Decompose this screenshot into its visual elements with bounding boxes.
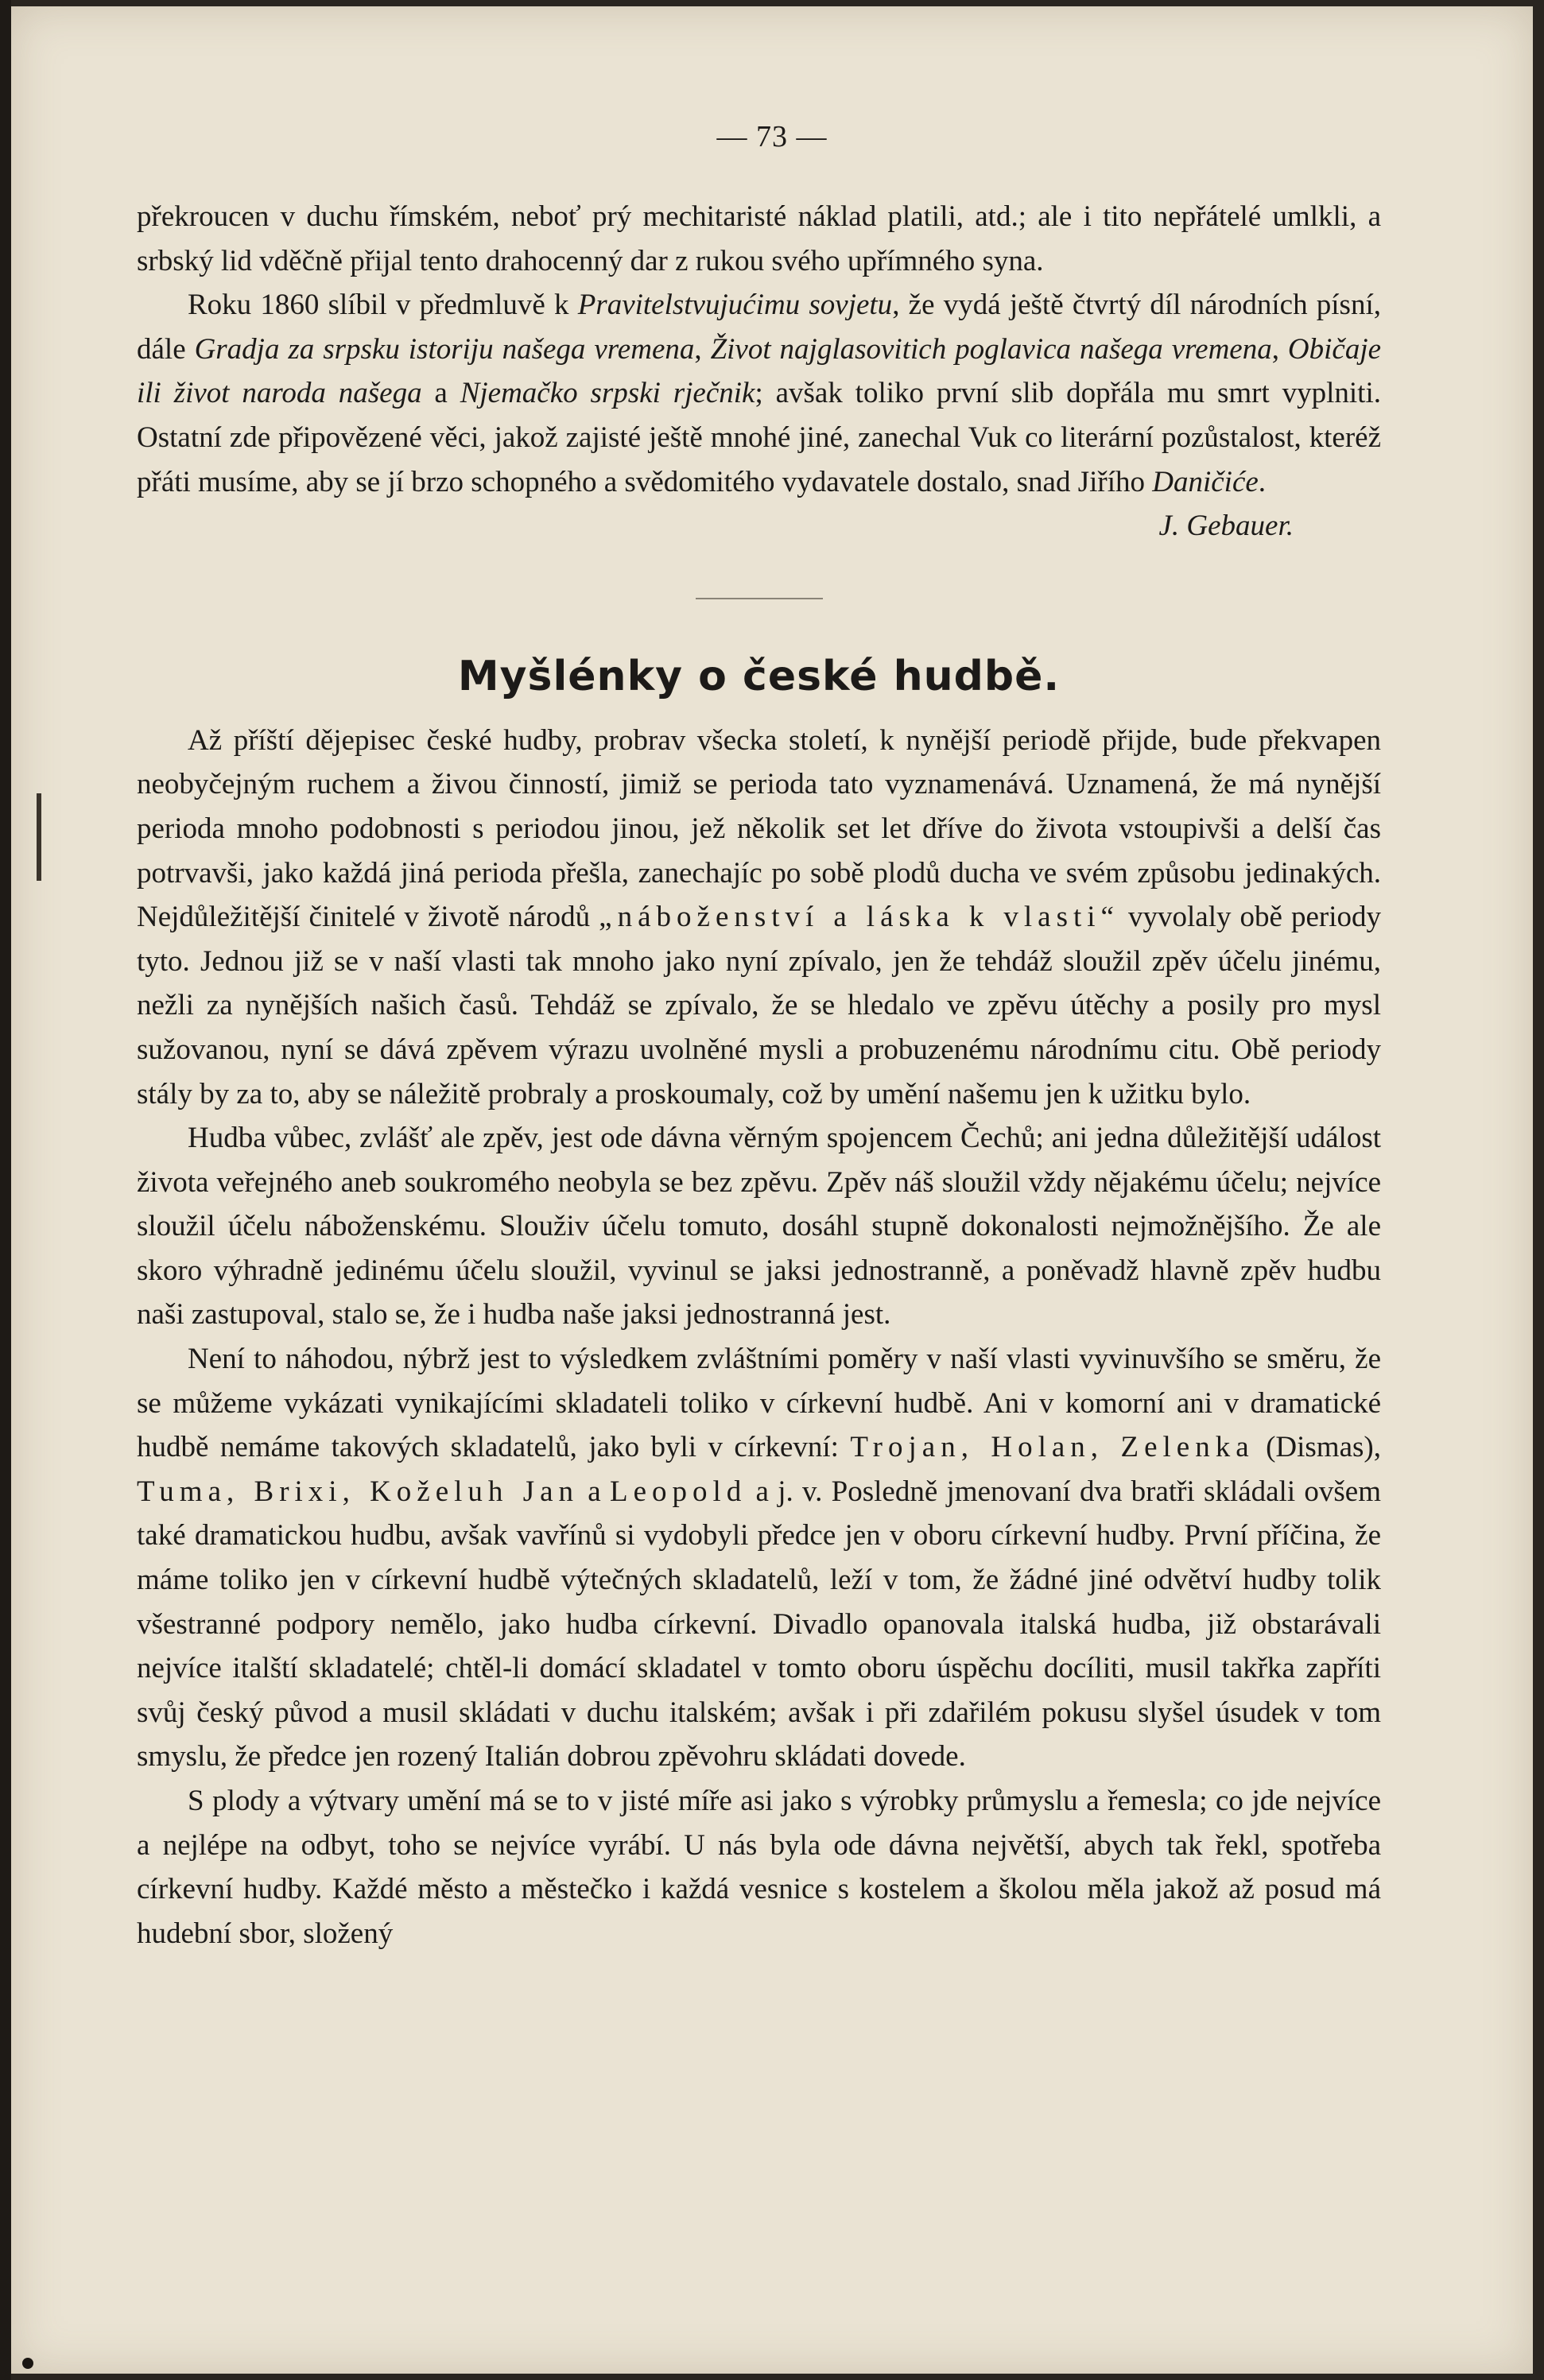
paragraph-3: [137, 1337, 1381, 1779]
margin-mark: [37, 793, 41, 881]
spaced-phrase: „náboženství a láska k vlasti“: [599, 901, 1119, 934]
text-run: Roku 1860 slíbil v předmluvě k: [188, 289, 578, 322]
section-divider: [696, 598, 823, 599]
italic-title: Život najglasovitich poglavica našega vremena: [710, 332, 1272, 366]
intro-paragraph: překroucen v duchu římském, neboť prý mechitaristé náklad platili, atd.; ale i tito nepřátelé umlkli, a srbský lid vděčně přijal tento drahocenný dar z rukou svého upřímného syna.: [137, 200, 1381, 277]
italic-title: Pravitelstvujućimu sovjetu: [577, 289, 893, 322]
italic-title: Njemačko srpski rječnik: [460, 377, 755, 410]
text-run: .: [1258, 465, 1267, 498]
text-run: vyvolaly obě periody tyto. Jednou již se v naší vlasti tak mnoho jako nyní zpívalo, jen že tehdáž sloužil zpěv účelu jinému, nežli za nynějších našich časů. Tehdáž se zpívalo, že se hledalo ve zpěvu útěchy a posily pro mysl sužovanou, nyní se dává zpěvem výrazu uvolněné mysli a probuzenému národnímu citu. Obě periody stály by za to, aby se náležitě probraly a proskoumaly, což by umění našemu jen k užitku bylo.: [137, 901, 1381, 1111]
italic-title: Običaje ili život naroda našega: [137, 332, 1382, 410]
paragraph-vuk-plans: [137, 283, 1381, 504]
paragraph-4: S plody a výtvary umění má se to v jisté míře asi jako s výrobky průmyslu a řemesla; co jde nejvíce a nejlépe na odbyt, toho se nejvíce vyrábí. U nás byla ode dávna největší, abych tak řekl, spotřeba církevní hudby. Každé město a městečko i každá vesnice s kostelem a školou měla jakož až posud má hudební sbor, složený: [137, 1785, 1381, 1950]
spaced-names: Tuma, Brixi, Koželuh Jan: [137, 1475, 580, 1508]
page-number: — 73 —: [716, 120, 828, 153]
text-run: ; avšak toliko první slib dopřála mu smrt vyplniti. Ostatní zde připovězené věci, jakož zajisté ještě mnohé jiné, zanechal Vuk co literární pozůstalost, kteréž přáti musíme, aby se jí brzo schopného a svědomitého vydavatele dostalo, snad Jiřího: [137, 377, 1381, 498]
text-run: Až příští dějepisec české hudby, probrav všecka století, k nynější periodě přijde, bude překvapen neobyčejným ruchem a živou činností, jimiž se perioda tato vyznamenává. Uznamená, že má nynější perioda mnoho podobnosti s periodou jinou, jež několik set let dříve do života vstoupivši a delší čas potrvavši, jako každá jiná perioda přešla, zanechajíc po sobě plodů ducha ve svém způsobu jedinakých. Nejdůležitější činitelé v životě národů: [137, 723, 1381, 934]
spaced-names: Leopold: [609, 1475, 747, 1508]
text-run: ,: [694, 332, 711, 366]
text-run: (Dismas),: [1254, 1431, 1381, 1464]
text-column: [137, 103, 1381, 1956]
paragraph-2: Hudba vůbec, zvlášť ale zpěv, jest ode dávna věrným spojencem Čechů; ani jedna důležitější událost života veřejného aneb soukromého neobyla se bez zpěvu. Zpěv náš sloužil vždy nějakému účelu; nejvíce sloužil účelu náboženskému. Slouživ účelu tomuto, dosáhl stupně dokonalosti nejmožnějšího. Že ale skoro výhradně jedinému účelu sloužil, vyvinul se jaksi jednostranně, a poněvadž hlavně zpěv hudbu naši zastupoval, stalo se, že i hudba naše jaksi jednostranná jest.: [137, 1122, 1381, 1331]
text-run: , že vydá ještě čtvrtý díl národních písní, dále: [137, 289, 1381, 366]
text-run: a: [579, 1475, 610, 1508]
italic-name: Daničiće: [1152, 465, 1259, 498]
spaced-names: Trojan, Holan, Zelenka: [850, 1431, 1255, 1464]
author-signature: J. Gebauer.: [1158, 510, 1294, 543]
margin-dot: [22, 2358, 33, 2369]
text-run: a: [421, 377, 460, 410]
text-run: ,: [1271, 332, 1288, 366]
text-run: a j. v. Posledně jmenovaní dva bratři skládali ovšem také dramatickou hudbu, avšak vavřínů si vydobyli předce jen v oboru církevní hudby. První příčina, že máme toliko jen v církevní hudbě výtečných skladatelů, leží v tom, že žádné jiné odvětví hudby tolik všestranné podpory nemělo, jako hudba církevní. Divadlo opanovala italská hudba, již obstarávali nejvíce italští skladatelé; chtěl-li domácí skladatel v tomto oboru úspěchu docíliti, musil takřka zapříti svůj český původ a musil skládati v duchu italském; avšak i při zdařilém pokusu slyšel úsudek v tom smyslu, že předce jen rozený Italián dobrou zpěvohru skládati dovede.: [137, 1475, 1381, 1773]
scan-left-edge: [0, 0, 11, 2380]
article-title: Myšlénky o české hudbě.: [457, 652, 1061, 700]
italic-title: Gradja za srpsku istoriju našega vremena: [194, 332, 695, 366]
paragraph-1: [137, 719, 1381, 1116]
signature-line: [137, 504, 1381, 548]
text-run: Není to náhodou, nýbrž jest to výsledkem zvláštními poměry v naší vlasti vyvinuvšího se směru, že se můžeme vykázati vynikajícími skladateli toliko v církevní hudbě. Ani v komorní ani v dramatické hudbě nemáme takových skladatelů, jako byli v církevní:: [137, 1343, 1381, 1464]
